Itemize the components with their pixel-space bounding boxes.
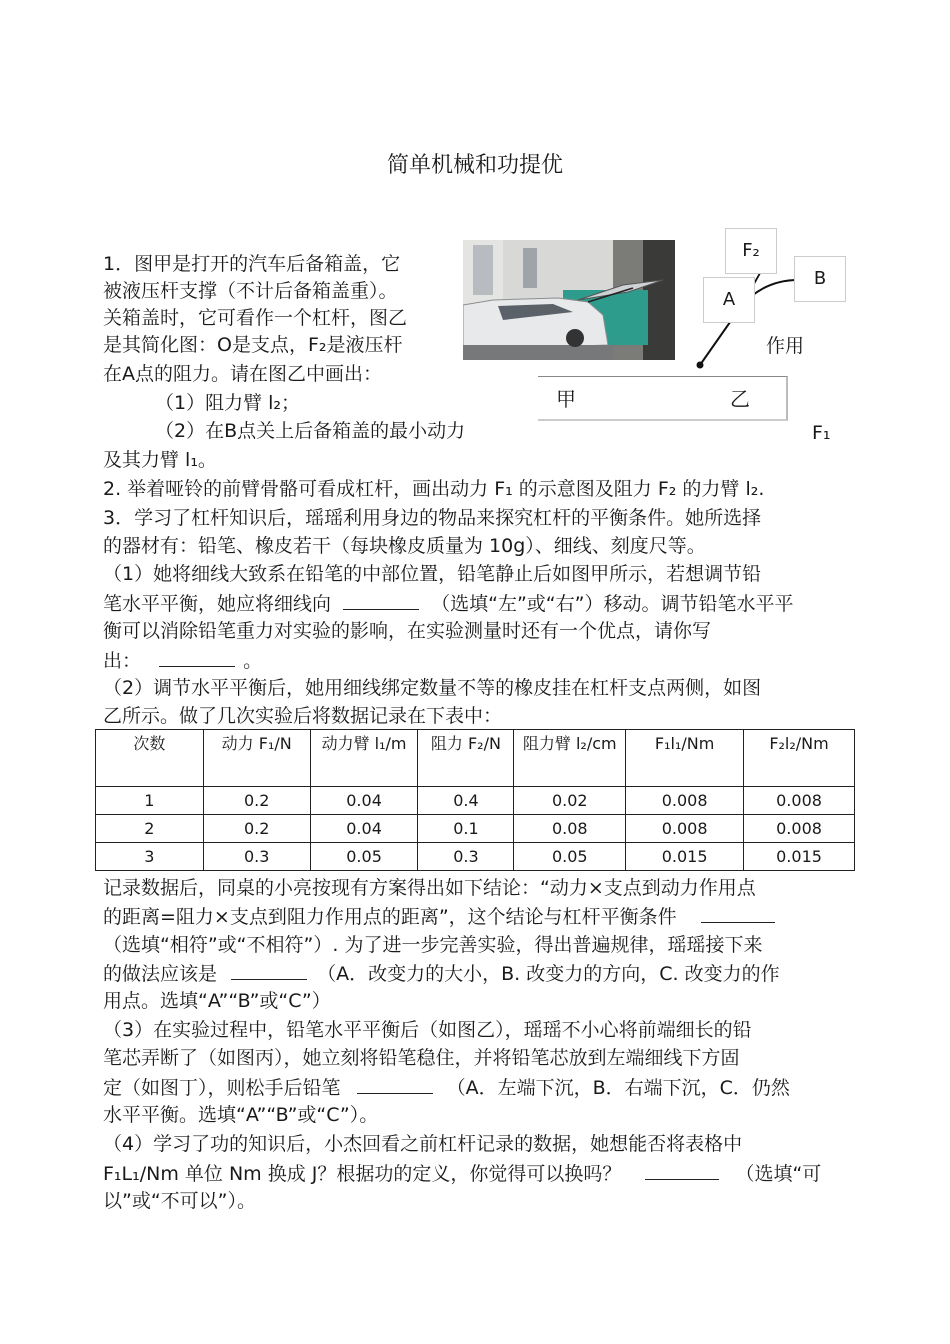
header-cell: F₁l₁/Nm <box>626 730 744 787</box>
header-cell: 动力臂 l₁/m <box>310 730 418 787</box>
cell: 0.08 <box>514 815 626 843</box>
cell: 0.05 <box>310 843 418 871</box>
header-cell: 阻力臂 l₂/cm <box>514 730 626 787</box>
q3-p3-line-4: 水平平衡。选填“A”“B”或“C”）。 <box>103 1104 379 1126</box>
label-A-box: A <box>703 277 755 323</box>
cell: 0.1 <box>418 815 514 843</box>
q3-after-line-4: 的做法应该是 （A．改变力的大小，B. 改变力的方向，C. 改变力的作 <box>103 963 780 985</box>
pivot-point-O <box>697 362 704 369</box>
q3-intro-1: 3．学习了杠杆知识后，瑶瑶利用身边的物品来探究杠杆的平衡条件。她所选择 <box>103 507 762 529</box>
cell: 1 <box>96 787 204 815</box>
cell: 2 <box>96 815 204 843</box>
cell: 0.3 <box>203 843 310 871</box>
cell: 0.2 <box>203 815 310 843</box>
header-cell: 阻力 F₂/N <box>418 730 514 787</box>
q3-p3-line-3: 定（如图丁），则松手后铅笔 （A．左端下沉，B．右端下沉，C．仍然 <box>103 1077 790 1099</box>
q3-p4-line-2: F₁L₁/Nm 单位 Nm 换成 J？根据功的定义，你觉得可以换吗？ （选填“可 <box>103 1163 822 1185</box>
page-title: 简单机械和功提优 <box>386 153 563 178</box>
q3-p3-line-1: （3）在实验过程中，铅笔水平平衡后（如图乙），瑶瑶不小心将前端细长的铅 <box>103 1019 752 1041</box>
q3-p4-line-3: 以”或“不可以”）。 <box>103 1190 257 1212</box>
q3-p4-line-1: （4）学习了功的知识后，小杰回看之前杠杆记录的数据，她想能否将表格中 <box>103 1133 743 1155</box>
q1-line-6: （1）阻力臂 l₂； <box>155 392 301 414</box>
cell: 0.008 <box>626 787 744 815</box>
q3-after-line-1: 记录数据后，同桌的小亮按现有方案得出如下结论：“动力×支点到动力作用点 <box>103 877 756 899</box>
q3-p1-line-2: 笔水平平衡，她应将细线向 （选填“左”或“右”）移动。调节铅笔水平平 <box>103 593 794 615</box>
q1-line-8: 及其力臂 l₁。 <box>103 449 217 471</box>
header-cell: F₂l₂/Nm <box>744 730 855 787</box>
q3-after-line-3: （选填“相符”或“不相符”）. 为了进一步完善实验，得出普遍规律，瑶瑶接下来 <box>103 934 763 956</box>
q1-line-5: 在A点的阻力。请在图乙中画出： <box>103 363 382 385</box>
data-table <box>95 729 855 871</box>
answer-blank-1[interactable] <box>343 591 419 610</box>
figure-label-yi: 乙 <box>730 387 750 411</box>
answer-blank-3[interactable] <box>701 904 775 923</box>
figure-label-jia: 甲 <box>556 387 576 411</box>
table-header-row <box>96 730 855 787</box>
q3-intro-2: 的器材有：铅笔、橡皮若干（每块橡皮质量为 10g）、细线、刻度尺等。 <box>103 535 706 557</box>
label-B-box: B <box>794 256 846 302</box>
answer-blank-4[interactable] <box>231 961 307 980</box>
q3-p2-line-2: 乙所示。做了几次实验后将数据记录在下表中： <box>103 705 503 727</box>
cell: 0.04 <box>310 815 418 843</box>
answer-blank-6[interactable] <box>645 1161 719 1180</box>
table-row <box>96 815 855 843</box>
q1-line-7: （2）在B点关上后备箱盖的最小动力 <box>155 420 466 442</box>
q3-p1-line-4: 出： 。 <box>103 650 263 672</box>
q1-line-2: 被液压杆支撑（不计后备箱盖重）。 <box>103 280 398 302</box>
label-F2-box: F₂ <box>725 228 777 274</box>
q3-p1-line-3: 衡可以消除铅笔重力对实验的影响，在实验测量时还有一个优点，请你写 <box>103 620 712 642</box>
answer-blank-2[interactable] <box>159 648 235 667</box>
q3-p1-line-1: （1）她将细线大致系在铅笔的中部位置，铅笔静止后如图甲所示，若想调节铅 <box>103 563 762 585</box>
car-trunk-photo <box>463 240 675 360</box>
table-row <box>96 843 855 871</box>
q3-after-line-2: 的距离=阻力×支点到阻力作用点的距离”，这个结论与杠杆平衡条件 <box>103 904 775 929</box>
q1-line-1: 1．图甲是打开的汽车后备箱盖，它 <box>103 253 401 275</box>
cell: 0.4 <box>418 787 514 815</box>
cell: 0.04 <box>310 787 418 815</box>
q3-p2-line-1: （2）调节水平平衡后，她用细线绑定数量不等的橡皮挂在杠杆支点两侧，如图 <box>103 677 762 699</box>
cell: 0.05 <box>514 843 626 871</box>
cell: 0.008 <box>744 787 855 815</box>
cell: 0.008 <box>744 815 855 843</box>
q1-line-3: 关箱盖时，它可看作一个杠杆，图乙 <box>103 307 408 329</box>
q2-line: 2. 举着哑铃的前臂骨骼可看成杠杆，画出动力 F₁ 的示意图及阻力 F₂ 的力臂 l₂. <box>103 478 765 500</box>
cell: 3 <box>96 843 204 871</box>
q3-p3-line-2: 笔芯弄断了（如图丙），她立刻将铅笔稳住，并将铅笔芯放到左端细线下方固 <box>103 1047 740 1069</box>
header-cell: 次数 <box>96 730 204 787</box>
q1-label-zuoyong: 作用 <box>766 335 805 357</box>
cell: 0.2 <box>203 787 310 815</box>
cell: 0.008 <box>626 815 744 843</box>
header-cell: 动力 F₁/N <box>203 730 310 787</box>
q1-label-F1: F₁ <box>812 422 831 444</box>
cell: 0.3 <box>418 843 514 871</box>
cell: 0.015 <box>744 843 855 871</box>
cell: 0.02 <box>514 787 626 815</box>
q1-line-4: 是其简化图：O是支点，F₂是液压杆 <box>103 334 403 356</box>
table-row <box>96 787 855 815</box>
cell: 0.015 <box>626 843 744 871</box>
q3-after-line-5: 用点。选填“A”“B”或“C”） <box>103 990 331 1012</box>
answer-blank-5[interactable] <box>357 1075 433 1094</box>
